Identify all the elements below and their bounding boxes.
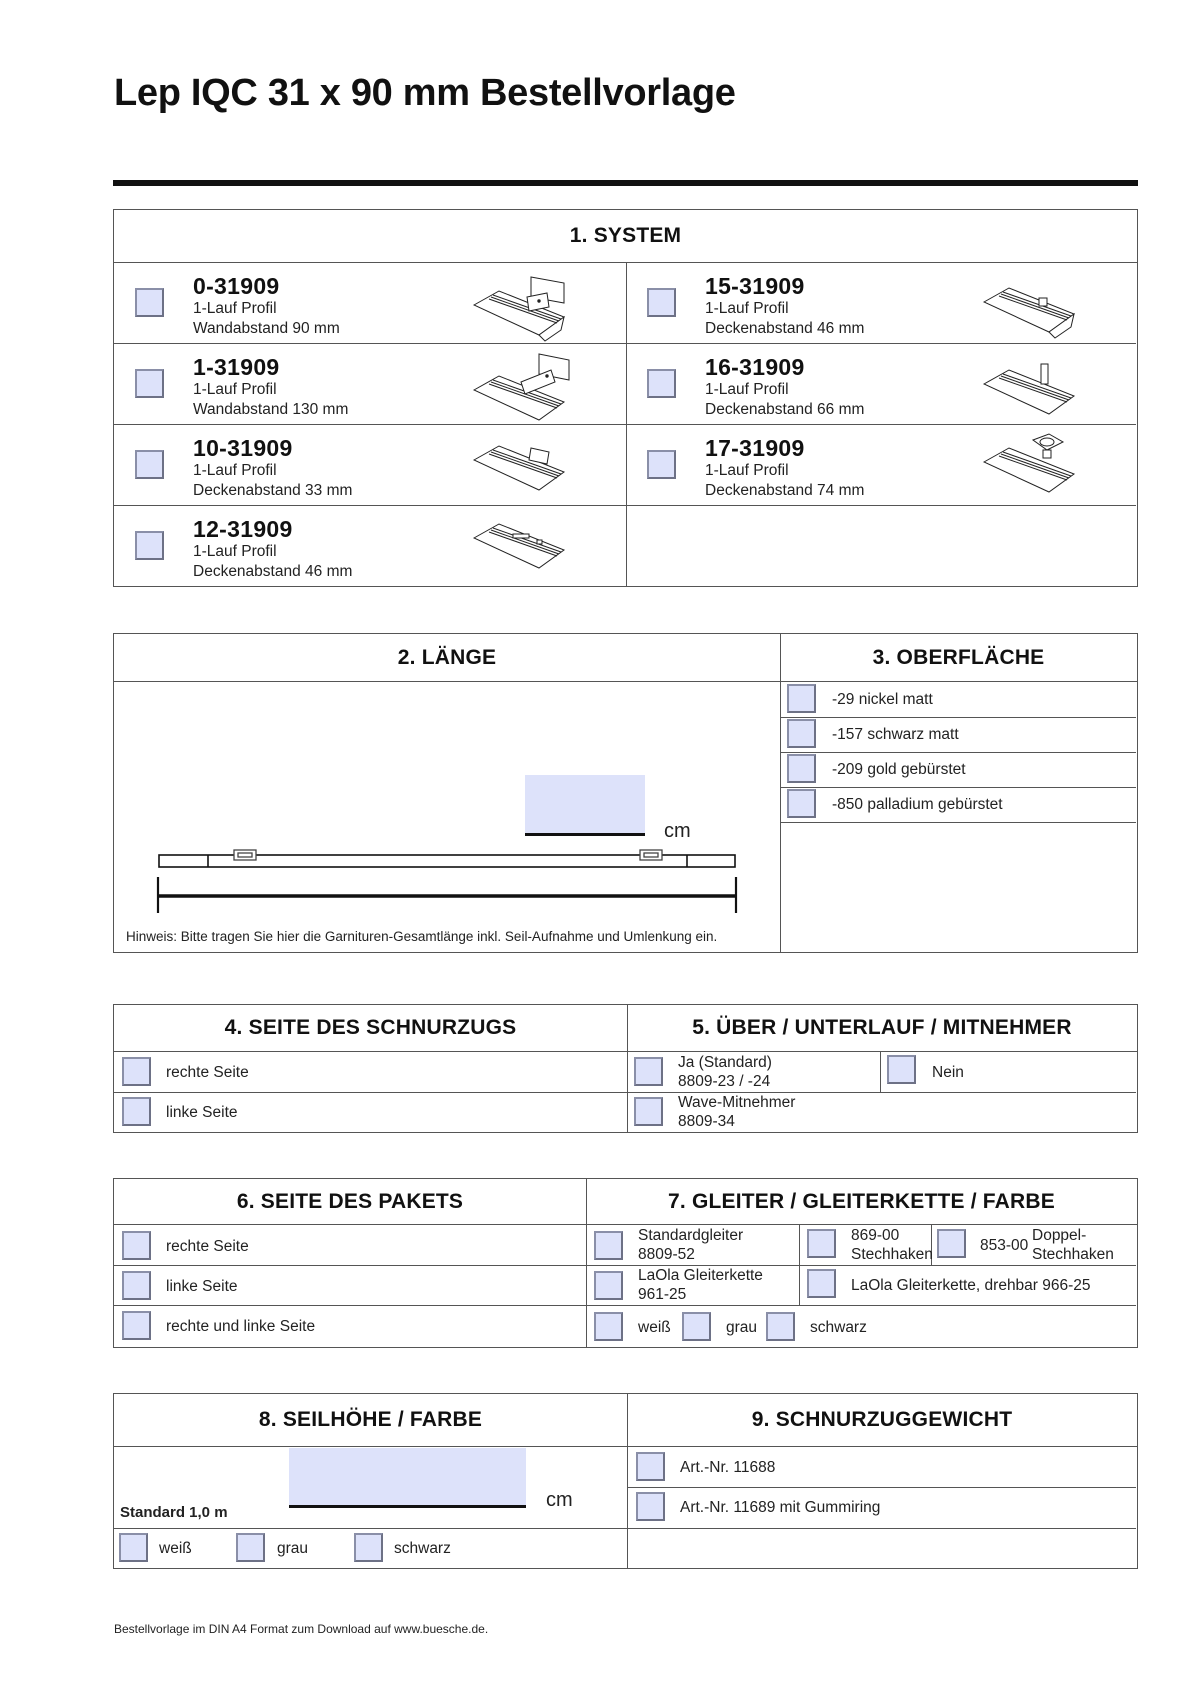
overlap-checkbox[interactable] <box>634 1057 663 1086</box>
package-glider-section <box>113 1178 1138 1348</box>
overlap-line1: Wave-Mitnehmer <box>678 1094 796 1111</box>
glider-color-label: weiß <box>638 1319 671 1336</box>
glider-checkbox[interactable] <box>807 1269 836 1298</box>
cord-height-input[interactable] <box>289 1448 526 1505</box>
glider-color-checkbox[interactable] <box>682 1312 711 1341</box>
glider-line2: Stechhaken <box>1032 1246 1114 1263</box>
overlap-checkbox[interactable] <box>634 1097 663 1126</box>
system-line2: Deckenabstand 66 mm <box>705 401 865 418</box>
glider-color-label: schwarz <box>810 1319 867 1336</box>
system-checkbox[interactable] <box>135 450 164 479</box>
divider <box>780 717 1136 718</box>
cord-side-checkbox[interactable] <box>122 1097 151 1126</box>
glider-checkbox[interactable] <box>594 1271 623 1300</box>
cord-color-label: grau <box>277 1540 309 1557</box>
ceiling-disc-profile-74-icon <box>979 432 1089 498</box>
system-checkbox[interactable] <box>135 531 164 560</box>
glider-checkbox[interactable] <box>807 1229 836 1258</box>
length-surface-section <box>113 633 1138 953</box>
ceiling-plate-profile-33-icon <box>469 438 579 498</box>
system-line2: Deckenabstand 46 mm <box>705 320 865 337</box>
rail-diagram-icon <box>154 849 744 919</box>
system-checkbox[interactable] <box>135 369 164 398</box>
cord-height-header: 8. SEILHÖHE / FARBE <box>114 1394 627 1447</box>
package-side-checkbox[interactable] <box>122 1271 151 1300</box>
surface-label: -157 schwarz matt <box>832 726 959 743</box>
system-code: 10-31909 <box>193 435 293 461</box>
glider-line1: 869-00 <box>851 1227 900 1244</box>
divider <box>114 505 1136 506</box>
glider-line1: LaOla Gleiterkette, drehbar 966-25 <box>851 1277 1091 1294</box>
title-rule <box>113 180 1138 186</box>
overlap-line2: 8809-34 <box>678 1113 735 1130</box>
package-side-label: rechte Seite <box>166 1238 249 1255</box>
cord-color-checkbox[interactable] <box>236 1533 265 1562</box>
glider-checkbox[interactable] <box>937 1229 966 1258</box>
system-line1: 1-Lauf Profil <box>705 462 789 479</box>
divider <box>627 1487 1136 1488</box>
cord-height-unit: cm <box>546 1489 573 1511</box>
divider <box>114 1092 1136 1093</box>
system-section <box>113 209 1138 587</box>
ceiling-flat-profile-46-icon <box>469 516 579 576</box>
surface-label: -209 gold gebürstet <box>832 761 966 778</box>
cord-color-checkbox[interactable] <box>119 1533 148 1562</box>
glider-line1: LaOla Gleiterkette <box>638 1267 763 1284</box>
divider <box>114 1265 1136 1266</box>
overlap-line2: 8809-23 / -24 <box>678 1073 771 1090</box>
glider-color-checkbox[interactable] <box>594 1312 623 1341</box>
cord-side-label: linke Seite <box>166 1104 238 1121</box>
glider-code: 853-00 <box>980 1237 1029 1254</box>
divider <box>780 822 1136 823</box>
system-line2: Deckenabstand 33 mm <box>193 482 353 499</box>
cord-side-checkbox[interactable] <box>122 1057 151 1086</box>
system-line2: Deckenabstand 74 mm <box>705 482 865 499</box>
cord-weight-checkbox[interactable] <box>636 1452 665 1481</box>
system-checkbox[interactable] <box>135 288 164 317</box>
ceiling-post-profile-66-icon <box>979 356 1089 420</box>
divider <box>880 1052 881 1092</box>
divider <box>114 1305 1136 1306</box>
cord-side-header: 4. SEITE DES SCHNURZUGS <box>114 1005 627 1052</box>
divider <box>114 424 1136 425</box>
system-line2: Wandabstand 130 mm <box>193 401 349 418</box>
system-checkbox[interactable] <box>647 450 676 479</box>
package-side-label: rechte und linke Seite <box>166 1318 316 1335</box>
system-code: 1-31909 <box>193 354 280 380</box>
surface-label: -850 palladium gebürstet <box>832 796 1003 813</box>
surface-checkbox[interactable] <box>787 754 816 783</box>
length-header: 2. LÄNGE <box>114 634 780 682</box>
length-input-field[interactable] <box>525 775 645 836</box>
overlap-line1: Nein <box>932 1064 964 1081</box>
surface-checkbox[interactable] <box>787 789 816 818</box>
system-code: 16-31909 <box>705 354 805 380</box>
cord-height-input-field[interactable] <box>289 1448 526 1508</box>
system-line1: 1-Lauf Profil <box>193 543 277 560</box>
surface-label: -29 nickel matt <box>832 691 933 708</box>
footer-note: Bestellvorlage im DIN A4 Format zum Download auf www.buesche.de. <box>114 1622 489 1636</box>
system-code: 15-31909 <box>705 273 805 299</box>
cord-color-label: schwarz <box>394 1540 451 1557</box>
cord-weight-checkbox[interactable] <box>636 1492 665 1521</box>
package-side-checkbox[interactable] <box>122 1231 151 1260</box>
glider-checkbox[interactable] <box>594 1231 623 1260</box>
system-checkbox[interactable] <box>647 288 676 317</box>
wall-mount-profile-130-icon <box>469 352 579 424</box>
glider-header: 7. GLEITER / GLEITERKETTE / FARBE <box>586 1179 1137 1225</box>
divider <box>799 1225 800 1305</box>
cord-color-label: weiß <box>159 1540 192 1557</box>
divider <box>780 752 1136 753</box>
system-code: 12-31909 <box>193 516 293 542</box>
glider-color-checkbox[interactable] <box>766 1312 795 1341</box>
cord-side-label: rechte Seite <box>166 1064 249 1081</box>
cord-height-weight-section <box>113 1393 1138 1569</box>
overlap-checkbox[interactable] <box>887 1055 916 1084</box>
cord-height-standard: Standard 1,0 m <box>120 1504 228 1521</box>
cord-weight-label: Art.-Nr. 11689 mit Gummiring <box>680 1499 881 1516</box>
system-code: 0-31909 <box>193 273 280 299</box>
divider <box>114 343 1136 344</box>
page-title: Lep IQC 31 x 90 mm Bestellvorlage <box>114 72 736 114</box>
system-line2: Deckenabstand 46 mm <box>193 563 353 580</box>
cord-weight-header: 9. SCHNURZUGGEWICHT <box>627 1394 1137 1447</box>
wall-mount-profile-90-icon <box>469 275 579 343</box>
cord-side-overlap-section <box>113 1004 1138 1133</box>
system-code: 17-31909 <box>705 435 805 461</box>
cord-weight-label: Art.-Nr. 11688 <box>680 1459 776 1476</box>
system-line1: 1-Lauf Profil <box>193 462 277 479</box>
surface-checkbox[interactable] <box>787 684 816 713</box>
overlap-header: 5. ÜBER / UNTERLAUF / MITNEHMER <box>627 1005 1137 1052</box>
package-side-checkbox[interactable] <box>122 1311 151 1340</box>
system-line1: 1-Lauf Profil <box>193 381 277 398</box>
surface-header: 3. OBERFLÄCHE <box>780 634 1137 682</box>
glider-line1: Doppel- <box>1032 1227 1087 1244</box>
divider <box>780 787 1136 788</box>
glider-line1: Standardgleiter <box>638 1227 744 1244</box>
glider-line2: Stechhaken <box>851 1246 933 1263</box>
package-side-label: linke Seite <box>166 1278 238 1295</box>
ceiling-clip-profile-46-icon <box>979 280 1089 340</box>
system-checkbox[interactable] <box>647 369 676 398</box>
system-line2: Wandabstand 90 mm <box>193 320 340 337</box>
length-unit: cm <box>664 820 691 842</box>
system-line1: 1-Lauf Profil <box>193 300 277 317</box>
system-header: 1. SYSTEM <box>114 210 1137 263</box>
glider-line2: 8809-52 <box>638 1246 695 1263</box>
cord-color-checkbox[interactable] <box>354 1533 383 1562</box>
length-input[interactable] <box>525 775 645 833</box>
glider-color-label: grau <box>726 1319 758 1336</box>
surface-checkbox[interactable] <box>787 719 816 748</box>
length-hint: Hinweis: Bitte tragen Sie hier die Garnituren-Gesamtlänge inkl. Seil-Aufnahme und Umlenkung ein. <box>126 929 718 944</box>
package-side-header: 6. SEITE DES PAKETS <box>114 1179 586 1225</box>
divider <box>114 1528 1136 1529</box>
system-line1: 1-Lauf Profil <box>705 381 789 398</box>
system-line1: 1-Lauf Profil <box>705 300 789 317</box>
glider-line2: 961-25 <box>638 1286 687 1303</box>
overlap-line1: Ja (Standard) <box>678 1054 772 1071</box>
